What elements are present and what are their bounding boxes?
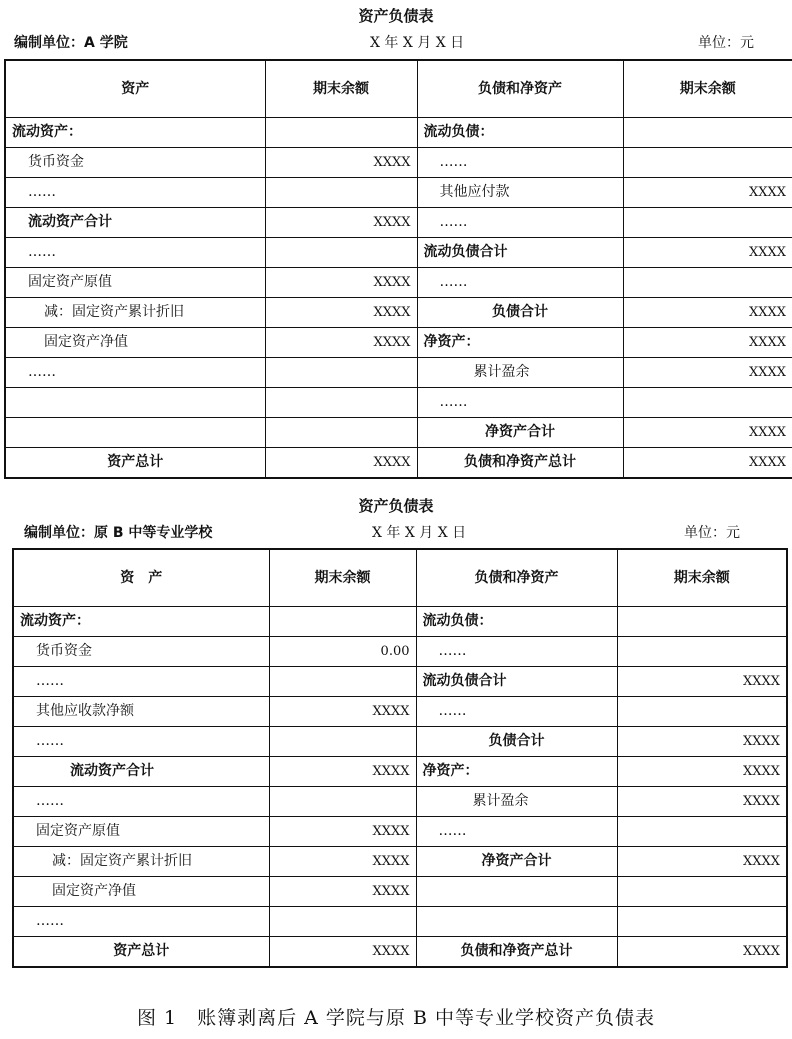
table-row (13, 907, 787, 937)
asset-label: 流动资产合计 (13, 757, 269, 787)
asset-amount: XXXX (265, 328, 417, 358)
table-row (5, 418, 792, 448)
table-a-date: X 年 X 月 X 日 (370, 35, 465, 51)
asset-amount: XXXX (265, 298, 417, 328)
liability-amount (617, 697, 787, 727)
asset-amount: XXXX (269, 757, 416, 787)
asset-amount: XXXX (265, 148, 417, 178)
balance-sheet-table-b (12, 548, 788, 968)
header-ending-balance: 期末余额 (265, 60, 417, 118)
liability-amount (623, 148, 792, 178)
table-row (5, 238, 792, 268)
table-row (13, 727, 787, 757)
liability-amount (617, 637, 787, 667)
table-row (5, 358, 792, 388)
liability-label: 流动负债合计 (416, 667, 617, 697)
liability-label (416, 907, 617, 937)
table-row (5, 448, 792, 479)
asset-label: 固定资产原值 (5, 268, 265, 298)
liability-amount: XXXX (623, 448, 792, 479)
table-row (13, 937, 787, 968)
table-header-row (13, 549, 787, 607)
asset-amount (265, 358, 417, 388)
liability-amount: XXXX (623, 418, 792, 448)
asset-amount: XXXX (265, 448, 417, 479)
asset-label: 减：固定资产累计折旧 (5, 298, 265, 328)
liability-amount (623, 208, 792, 238)
liability-label: …… (417, 208, 623, 238)
asset-label (5, 388, 265, 418)
header-ending-balance: 期末余额 (623, 60, 792, 118)
asset-amount: XXXX (269, 847, 416, 877)
liability-label: 累计盈余 (417, 358, 623, 388)
asset-label: 货币资金 (13, 637, 269, 667)
table-row (5, 178, 792, 208)
liability-amount: XXXX (623, 298, 792, 328)
asset-amount: XXXX (265, 268, 417, 298)
asset-label: 货币资金 (5, 148, 265, 178)
asset-amount (269, 727, 416, 757)
header-ending-balance: 期末余额 (617, 549, 787, 607)
liability-amount: XXXX (623, 328, 792, 358)
table-b-org: 编制单位：原 B 中等专业学校 (24, 525, 213, 541)
liability-label: 净资产合计 (416, 847, 617, 877)
liability-label: 流动负债合计 (417, 238, 623, 268)
asset-amount: 0.00 (269, 637, 416, 667)
asset-label: …… (5, 358, 265, 388)
liability-amount: XXXX (617, 667, 787, 697)
table-row (5, 208, 792, 238)
liability-label: 其他应付款 (417, 178, 623, 208)
table-row (13, 667, 787, 697)
header-assets: 资 产 (13, 549, 269, 607)
liability-amount (623, 268, 792, 298)
asset-amount: XXXX (269, 697, 416, 727)
liability-amount (617, 877, 787, 907)
asset-amount (269, 667, 416, 697)
asset-amount (265, 388, 417, 418)
liability-label: …… (417, 388, 623, 418)
table-b-title: 资产负债表 (358, 497, 434, 515)
asset-label: 其他应收款净额 (13, 697, 269, 727)
liability-amount: XXXX (617, 757, 787, 787)
asset-label: 固定资产净值 (13, 877, 269, 907)
asset-amount (265, 178, 417, 208)
liability-label (416, 877, 617, 907)
liability-amount: XXXX (617, 727, 787, 757)
liability-amount: XXXX (617, 847, 787, 877)
asset-amount: XXXX (269, 937, 416, 968)
table-row (13, 697, 787, 727)
liability-label: …… (416, 817, 617, 847)
asset-label: 流动资产： (13, 607, 269, 637)
liability-label: 净资产合计 (417, 418, 623, 448)
liability-label: 负债合计 (417, 298, 623, 328)
table-row (13, 757, 787, 787)
liability-amount: XXXX (623, 238, 792, 268)
asset-amount (265, 418, 417, 448)
asset-label: …… (13, 787, 269, 817)
table-row (13, 607, 787, 637)
asset-label: …… (5, 178, 265, 208)
table-header-row (5, 60, 792, 118)
liability-label: 累计盈余 (416, 787, 617, 817)
asset-label: 流动资产： (5, 118, 265, 148)
asset-label: …… (13, 907, 269, 937)
liability-amount (623, 118, 792, 148)
table-row (13, 877, 787, 907)
liability-label: 净资产： (416, 757, 617, 787)
liability-label: …… (417, 148, 623, 178)
table-row (5, 148, 792, 178)
table-row (13, 787, 787, 817)
liability-label: 负债合计 (416, 727, 617, 757)
liability-label: …… (416, 637, 617, 667)
table-a-org: 编制单位：A 学院 (14, 35, 128, 51)
table-b-date: X 年 X 月 X 日 (372, 525, 467, 541)
liability-label: …… (417, 268, 623, 298)
liability-amount (617, 817, 787, 847)
asset-label: 流动资产合计 (5, 208, 265, 238)
table-a-unit: 单位：元 (698, 35, 754, 51)
asset-label: …… (13, 727, 269, 757)
table-row (5, 118, 792, 148)
table-row (13, 847, 787, 877)
liability-label: 净资产： (417, 328, 623, 358)
liability-amount: XXXX (623, 178, 792, 208)
figure-caption: 图 1 账簿剥离后 A 学院与原 B 中等专业学校资产负债表 (137, 1007, 655, 1029)
table-a-title: 资产负债表 (358, 7, 434, 25)
asset-amount (265, 238, 417, 268)
liability-amount (617, 907, 787, 937)
asset-amount: XXXX (269, 877, 416, 907)
liability-amount: XXXX (617, 787, 787, 817)
header-liabilities-net-assets: 负债和净资产 (416, 549, 617, 607)
asset-amount (269, 607, 416, 637)
table-row (5, 388, 792, 418)
table-row (13, 637, 787, 667)
asset-label: 固定资产原值 (13, 817, 269, 847)
asset-label: 固定资产净值 (5, 328, 265, 358)
asset-amount: XXXX (265, 208, 417, 238)
liability-amount (623, 388, 792, 418)
liability-amount (617, 607, 787, 637)
table-b-unit: 单位：元 (684, 525, 740, 541)
asset-label: 资产总计 (5, 448, 265, 479)
asset-label: …… (13, 667, 269, 697)
table-row (13, 817, 787, 847)
asset-amount: XXXX (269, 817, 416, 847)
asset-amount (265, 118, 417, 148)
liability-label: …… (416, 697, 617, 727)
table-row (5, 298, 792, 328)
table-row (5, 328, 792, 358)
asset-label: 减：固定资产累计折旧 (13, 847, 269, 877)
asset-label: 资产总计 (13, 937, 269, 968)
liability-label: 负债和净资产总计 (416, 937, 617, 968)
header-assets: 资产 (5, 60, 265, 118)
header-ending-balance: 期末余额 (269, 549, 416, 607)
liability-label: 流动负债： (417, 118, 623, 148)
header-liabilities-net-assets: 负债和净资产 (417, 60, 623, 118)
asset-amount (269, 907, 416, 937)
liability-label: 流动负债： (416, 607, 617, 637)
asset-label: …… (5, 238, 265, 268)
liability-amount: XXXX (617, 937, 787, 968)
liability-amount: XXXX (623, 358, 792, 388)
asset-amount (269, 787, 416, 817)
table-row (5, 268, 792, 298)
asset-label (5, 418, 265, 448)
balance-sheet-table-a (4, 59, 792, 479)
liability-label: 负债和净资产总计 (417, 448, 623, 479)
